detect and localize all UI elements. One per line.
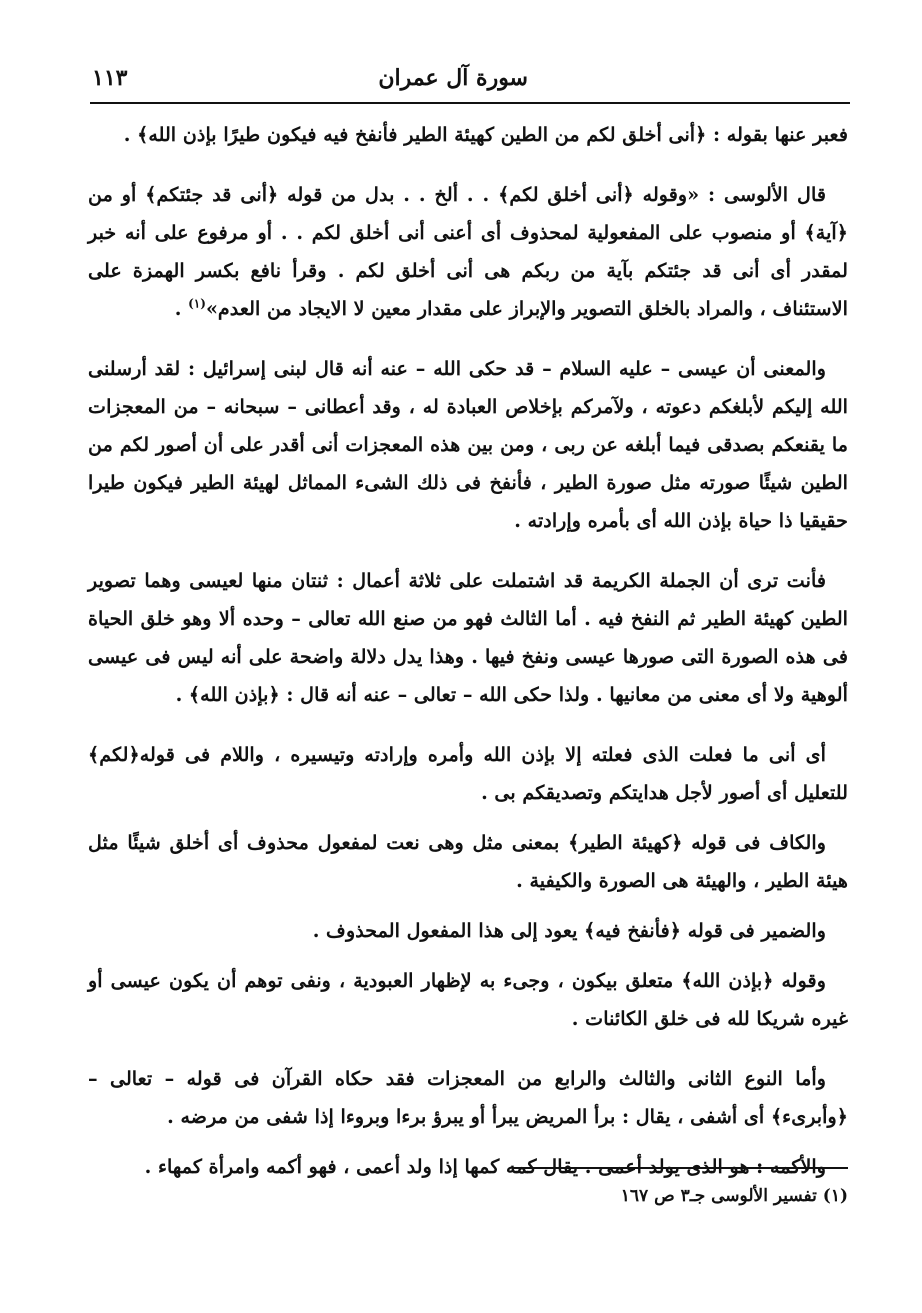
paragraph-2: قال الألوسى : «وقوله ﴿أنى أخلق لكم﴾ . . ألخ . . بدل من قوله ﴿أنى قد جئتكم﴾ أو من ﴿آية﴾ أو منصوب على المفعولية لمحذوف أى أعنى أنى أخلق لكم . . أو مرفوع على أنه خبر لمقدر أى أنى قد جئتكم بآية من ربكم هى أنى أخلق لكم . وقرأ نافع بكسر الهمزة على الاستئناف ، والمراد بالخلق التصوير والإبراز على مقدار معين لا الايجاد من العدم»$^{(١)}$ . — [88, 183, 848, 320]
page-body — [88, 116, 848, 1198]
paragraph-3: والمعنى أن عيسى – عليه السلام – قد حكى الله – عنه أنه قال لبنى إسرائيل : لقد أرسلنى الله إليكم لأبلغكم دعوته ، ولآمركم بإخلاص العبادة له ، وقد أعطانى – سبحانه – من المعجزات ما يقنعكم بصدقى فيما أبلغه عن ربى ، ومن بين هذه المعجزات أنى أقدر على أن أصور لكم من الطين شيئًا صورته مثل صورة الطير ، فأنفخ فى ذلك الشىء المماثل لهيئة الطير فيكون طيرا حقيقيا ذا حياة بإذن الله أى بأمره وإرادته . — [88, 357, 848, 532]
paragraph-4: فأنت ترى أن الجملة الكريمة قد اشتملت على ثلاثة أعمال : ثنتان منها لعيسى وهما تصوير الطين كهيئة الطير ثم النفخ فيه . أما الثالث فهو من صنع الله تعالى – وحده ألا وهو خلق الحياة فى هذه الصورة التى صورها عيسى ونفخ فيها . وهذا يدل دلالة واضحة على أنه ليس فى عيسى ألوهية ولا أى معنى من معانيها . ولذا حكى الله – تعالى – عنه أنه قال : ﴿بإذن الله﴾ . — [88, 569, 848, 706]
footnote-marker: (١) — [188, 296, 206, 311]
footnote-divider — [512, 1167, 848, 1169]
paragraph-8: وقوله ﴿بإذن الله﴾ متعلق بيكون ، وجىء به لإظهار العبودية ، ونفى توهم أن يكون عيسى أو غيره شريكا لله فى خلق الكائنات . — [88, 969, 848, 1030]
paragraph-10: والأكمه : هو الذى يولد أعمى . يقال كمه كمها إذا ولد أعمى ، فهو أكمه وامرأة كمهاء . — [144, 1155, 826, 1178]
footnote: (١) تفسير الألوسى جـ٣ ص ١٦٧ — [620, 1186, 848, 1206]
paragraph-7: والضمير فى قوله ﴿فأنفخ فيه﴾ يعود إلى هذا المفعول المحذوف . — [312, 919, 826, 942]
header-divider — [90, 102, 850, 104]
page-number: ١١٣ — [92, 65, 128, 91]
surah-title: سورة آل عمران — [378, 65, 528, 91]
paragraph-5: أى أنى ما فعلت الذى فعلته إلا بإذن الله وأمره وإرادته وتيسيره ، واللام فى قوله﴿لكم﴾ للتعليل أى أصور لأجل هدايتكم وتصديقكم بى . — [88, 743, 848, 804]
page-header — [92, 58, 848, 98]
paragraph-1: فعبر عنها بقوله : ﴿أنى أخلق لكم من الطين كهيئة الطير فأنفخ فيه فيكون طيرًا بإذن الله﴾ . — [123, 123, 848, 146]
paragraph-2-text: قال الألوسى : «وقوله ﴿أنى أخلق لكم﴾ . . ألخ . . بدل من قوله ﴿أنى قد جئتكم﴾ أو من ﴿آية﴾ أو منصوب على المفعولية لمحذوف أى أعنى أنى أخلق لكم . . أو مرفوع على أنه خبر لمقدر أى أنى قد جئتكم بآية من ربكم هى أنى أخلق لكم . وقرأ نافع بكسر الهمزة على الاستئناف ، والمراد بالخلق التصوير والإبراز على مقدار معين لا الايجاد من العدم» — [88, 183, 848, 320]
paragraph-6: والكاف فى قوله ﴿كهيئة الطير﴾ بمعنى مثل وهى نعت لمفعول محذوف أى أخلق شيئًا مثل هيئة الطير ، والهيئة هى الصورة والكيفية . — [88, 831, 848, 892]
paragraph-9: وأما النوع الثانى والثالث والرابع من المعجزات فقد حكاه القرآن فى قوله – تعالى – ﴿وأبرىء﴾ أى أشفى ، يقال : برأ المريض يبرأ أو يبرؤ برءا وبروءا إذا شفى من مرضه . — [88, 1067, 848, 1128]
